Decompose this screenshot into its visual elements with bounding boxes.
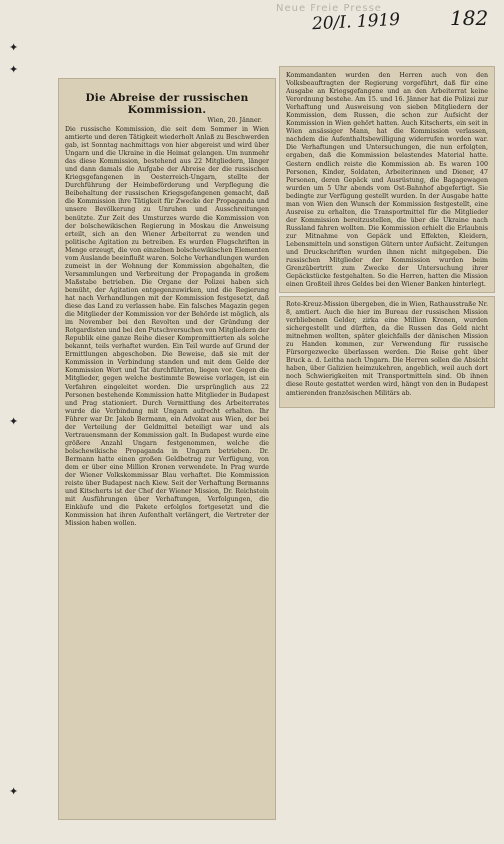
clipping-right-bottom <box>279 296 495 408</box>
handwritten-date: 20/I. 1919 <box>311 9 401 35</box>
binder-hole-icon: ✦ <box>9 41 19 54</box>
article-body-left: Die russische Kommission, die seit dem Sommer in Wien amtierte und deren Tätigkeit wiederholt Anlaß zu Beschwerden gab, ist Sonntag nachmittags von hier abgereist und wird über Ungarn und die Ukraine in die Heimat gelangen. Um nunmehr das diese Kommission, bestehend aus 22 Mitgliedern, länger und dann damals die Aufgabe der Abreise der die russischen Kriegsgefangenen in Oesterreich-Ungarn, stellte der Durchführung der Heimbeförderung und Verpflegung die Beibehaltung der russischen Kriegsgefangenen gemacht, daß die Kommission ihre Tätigkeit für Zwecke der Propaganda und unsere Bevölkerung zu Unruhen und Ausschreitungen benützte. Zur Zeit des Umsturzes wurde die Kommission von der bolschewikischen Regierung in Moskau die Anweisung erteilt, sich an den Wiener Arbeiterrat zu wenden und politische Agitation zu betreiben. Es wurden Flugschriften in Menge erzeugt, die von einzelnen bolschewikischen Elementen vom Auslande beeinflußt waren. Solche Verhandlungen wurden zumeist in der Wohnung der Kommission abgehalten, die Versammlungen und Verbreitung der Propaganda in großem Maßstabe betrieben. Die Organe der Polizei haben sich bemüht, der Agitation entgegenzuwirken, und die Regierung hat nach Verhandlungen mit der Kommission festgesetzt, daß diese das Land zu verlassen habe. Ein falsches Magazin gegen die Mitglieder der Kommission vor der Behörde ist möglich, als im November bei den Revolten und der Gründung der Rotgardisten und bei den Putschversuchen von Mitgliedern der Republik eine ganze Reihe dieser Kompromittierten als solche bekannt, teils verhaftet wurden. Ein Teil wurde auf Grund der Ermittlungen abgeschoben. Die Beweise, daß sie mit der Kommission in Verbindung standen und mit dem Gelde der Kommission Wort und Tat durchführten, liegen vor. Gegen die Mitglieder, gegen welche bestimmte Beweise vorlagen, ist ein Verfahren eingeleitet worden. Die ursprünglich aus 22 Personen bestehende Kommission hatte Mitglieder in Budapest und Prag stationiert. Durch Vermittlung des Arbeiterrates wurde die Verbindung mit Ungarn aufrecht erhalten. Ihr Führer war Dr. Jakob Bermann, ein Advokat aus Wien, der bei der Verteilung der Geldmittel beteiligt war und als Vertrauensmann der Kommission galt. In Budapest wurde eine größere Anzahl Ungarn festgenommen, welche die bolschewikische Propaganda in Ungarn betrieben. Dr. Bermann hatte einen großen Geldbetrag zur Verfügung, von dem er über eine Million Kronen verwendete. In Prag wurde der Wiener Volkskommissar Blau verhaftet. Die Kommission reiste über Budapest nach Kiew. Seit der Verhaftung Bermanns und Kitscherts ist der Chef der Wiener Mission, Dr. Reichstein mit Ausführungen über Verhaftungen, Verfolgungen, die Einkäufe und die Pakete erfolglos fortgesetzt und die Kommission hat ihren Aufenthalt verlängert, die Vertreter der Mission haben wollen. <box>65 126 269 528</box>
clipping-right-top <box>279 66 495 293</box>
article-dateline: Wien, 20. Jänner. <box>207 117 262 124</box>
article-body-right-top: Kommandanten wurden den Herren auch von den Volksbeauftragten der Regierung vorgeführt, daß für eine Ausgabe an Kriegsgefangene und an den Arbeiterrat keine Verordnung bestehe. Am 15. und 16. Jänner hat die Polizei zur Verhaftung und Ausweisung von sieben Mitgliedern der Kommission, dem Russen, die schon zur Aufsicht der Kommission in Wien gehört hatten. Auch Kitscherts, ein seit in Wien ansässiger Mann, hat die Kommission verlassen, nachdem die Aufenthaltsbewilligung widerrufen worden war. Die Verhaftungen und Untersuchungen, die nun erfolgten, ergaben, daß die Kommission belastendes Material hatte. Gestern endlich reiste die Kommission ab. Es waren 100 Personen, Kinder, Soldaten, Arbeiterinnen und Diener, 47 Personen, deren Gepäck und Ausrüstung, die Bagagewagen wurden um 5 Uhr abends vom Ost-Bahnhof abgefertigt. Sie bedingte zur Verfügung gestellt wurden. In der Ausgabe hatte man von Wien den Wunsch der Kommission festgestellt, eine Ausreise zu erhalten, die Transportmittel für die Mitglieder der Kommission bereitzustellen, die über die Ukraine nach Russland fahren wollten. Die Kommission erhielt die Erlaubnis zur Mitnahme von Gepäck und Effekten, Kleidern, Lebensmitteln und sonstigen Gütern unter Aufsicht. Zeitungen und Druckschriften wurden ihnen nicht mitgegeben. Die russischen Mitglieder der Kommission wurden beim Grenzübertritt zum Zwecke der Untersuchung ihrer Gepäckstücke festgehalten. So die Herren, hatten die Mission einen Großteil ihres Geldes bei den Wiener Banken hinterlegt. <box>286 72 488 289</box>
clipping-left-column <box>58 78 276 820</box>
binder-hole-icon: ✦ <box>9 63 19 76</box>
article-headline: Die Abreise der russischen Kommission. <box>85 92 249 116</box>
article-body-right-bottom: Rote-Kreuz-Mission übergeben, die in Wien, Rathausstraße Nr. 8, amtiert. Auch die hier im Bureau der russischen Mission verbliebenen Gelder, zirka eine Million Kronen, wurden sichergestellt und dürften, da die Russen das Geld nicht mitnehmen wollten, später gleichfalls der dänischen Mission zu Handen kommen, zur Verwendung für russische Fürsorgezwecke überlassen werden. Die Reise geht über Bruck a. d. Leitha nach Ungarn. Die Herren sollen die Absicht haben, über Galizien heimzukehren, angeblich, weil auch dort noch Schwierigkeiten mit Transportmitteln sind. Ob ihnen diese Route gestattet werden wird, hängt von den in Budapest amtierenden französischen Militärs ab. <box>286 301 488 397</box>
newspaper-stamp: Neue Freie Presse <box>276 3 382 14</box>
folio-number: 182 <box>450 6 489 30</box>
binder-hole-icon: ✦ <box>9 415 19 428</box>
binder-hole-icon: ✦ <box>9 785 19 798</box>
